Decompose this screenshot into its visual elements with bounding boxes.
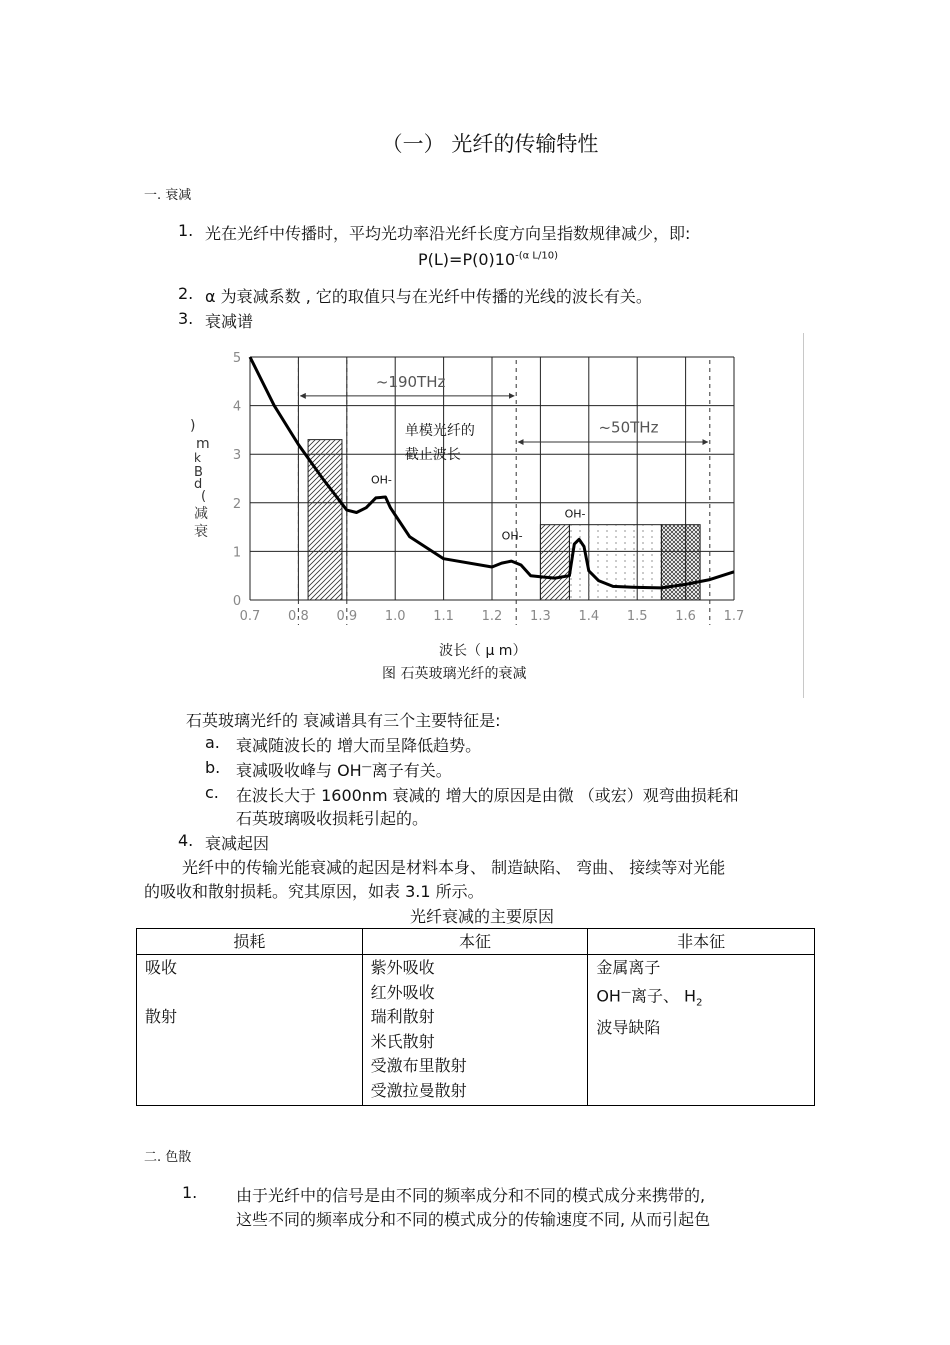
chart-annotation: 单模光纤的: [404, 422, 475, 439]
x-tick-label: 1.3: [530, 609, 551, 624]
chart-annotation: ~50THz: [598, 418, 659, 437]
table-cell-intrinsic: 紫外吸收 红外吸收 瑞利散射 米氏散射 受激布里散射 受激拉曼散射: [362, 955, 588, 1106]
shaded-band: [540, 525, 569, 600]
item-2-number: 2.: [178, 284, 194, 303]
section-heading-dispersion: 二. 色散: [144, 1150, 192, 1165]
feature-a-text: 衰减随波长的 增大而呈降低趋势。: [236, 736, 482, 755]
chart-annotation: ~190THz: [375, 373, 446, 392]
page-title: （一） 光纤的传输特性: [381, 132, 599, 156]
table-header-extrinsic: 非本征: [588, 929, 815, 955]
y-axis-label-part-1: ): [190, 418, 196, 434]
dispersion-item-1-number: 1.: [182, 1183, 198, 1202]
attenuation-causes-table: [136, 928, 815, 1106]
feature-c-text-line1: 在波长大于 1600nm 衰减的 增大的原因是由微 （或宏）观弯曲损耗和: [236, 786, 739, 805]
table-header-row: [137, 929, 815, 955]
item-1-text: 光在光纤中传播时，平均光功率沿光纤长度方向呈指数规律减少，即:: [205, 224, 691, 243]
x-tick-label: 1.7: [723, 609, 745, 624]
paragraph-line-1: 光纤中的传输光能衰减的起因是材料本身、 制造缺陷、 弯曲、 接续等对光能: [182, 858, 726, 877]
y-tick-label: 4: [232, 399, 242, 415]
table-title: 光纤衰减的主要原因: [410, 907, 555, 926]
x-tick-label: 1.2: [481, 609, 503, 624]
feature-a-label: a.: [205, 733, 220, 752]
shaded-band: [661, 525, 700, 600]
y-axis-label-part-6: (: [201, 489, 207, 504]
chart-annotation: OH-: [564, 507, 586, 521]
y-axis-label-part-7: 减: [194, 506, 208, 522]
formula-main: P(L)=P(0)10: [418, 250, 516, 269]
paragraph-line-2: 的吸收和散射损耗。究其原因，如表 3.1 所示。: [144, 882, 484, 901]
y-tick-label: 2: [232, 496, 242, 512]
y-axis-label-part-2: m: [196, 436, 210, 452]
y-axis-label-part-4: B: [194, 465, 203, 480]
item-2-text: α 为衰减系数 , 它的取值只与在光纤中传播的光线的波长有关。: [205, 287, 652, 306]
table-cell-extrinsic: 金属离子 OH—离子、 $H_2$ 波导缺陷: [588, 955, 815, 1106]
x-tick-label: 1.4: [578, 609, 600, 624]
x-axis-label: 波长（ μ m）: [439, 643, 527, 659]
y-tick-label: 5: [232, 351, 242, 366]
dispersion-item-1-line1: 由于光纤中的信号是由不同的频率成分和不同的模式成分来携带的,: [236, 1186, 706, 1205]
table-row: [137, 955, 815, 1106]
chart-annotation: OH-: [371, 473, 392, 487]
features-intro: 石英玻璃光纤的 衰减谱具有三个主要特征是:: [186, 711, 501, 730]
feature-c-text-line2: 石英玻璃吸收损耗引起的。: [236, 809, 429, 828]
chart-annotation: OH-: [501, 529, 523, 543]
y-axis-label-part-8: 衰: [194, 524, 208, 540]
table-header-loss: 损耗: [137, 929, 363, 955]
y-axis-label-part-5: d: [194, 477, 203, 492]
x-tick-label: 1.1: [433, 609, 454, 624]
y-tick-label: 3: [232, 448, 242, 464]
chart-annotation: 截止波长: [404, 447, 461, 464]
y-axis-label-part-3: k: [194, 451, 201, 465]
section-heading-attenuation: 一. 衰减: [144, 188, 192, 203]
x-tick-label: 0.8: [288, 609, 309, 624]
item-3-text: 衰减谱: [205, 312, 254, 331]
table-header-intrinsic: 本征: [362, 929, 588, 955]
item-1-number: 1.: [178, 221, 194, 240]
feature-c-label: c.: [205, 783, 219, 802]
feature-b-text: 衰减吸收峰与 OH—离子有关。: [236, 761, 452, 780]
y-tick-label: 1: [232, 545, 242, 561]
table-cell-loss-types: 吸收 散射: [137, 955, 363, 1106]
dispersion-item-1-line2: 这些不同的频率成分和不同的模式成分的传输速度不同, 从而引起色: [236, 1210, 711, 1229]
x-tick-label: 0.9: [336, 609, 358, 624]
y-tick-label: 0: [232, 594, 242, 609]
formula-exponent: -(α L/10): [515, 250, 558, 262]
figure-caption: 图 石英玻璃光纤的衰减: [382, 666, 527, 682]
x-tick-label: 1.5: [626, 609, 648, 624]
item-4-text: 衰减起因: [205, 834, 270, 853]
x-tick-label: 1.0: [384, 609, 406, 624]
x-tick-label: 0.7: [239, 609, 261, 624]
feature-b-label: b.: [205, 758, 221, 777]
x-tick-label: 1.6: [675, 609, 696, 624]
item-3-number: 3.: [178, 309, 194, 328]
item-4-number: 4.: [178, 831, 194, 850]
